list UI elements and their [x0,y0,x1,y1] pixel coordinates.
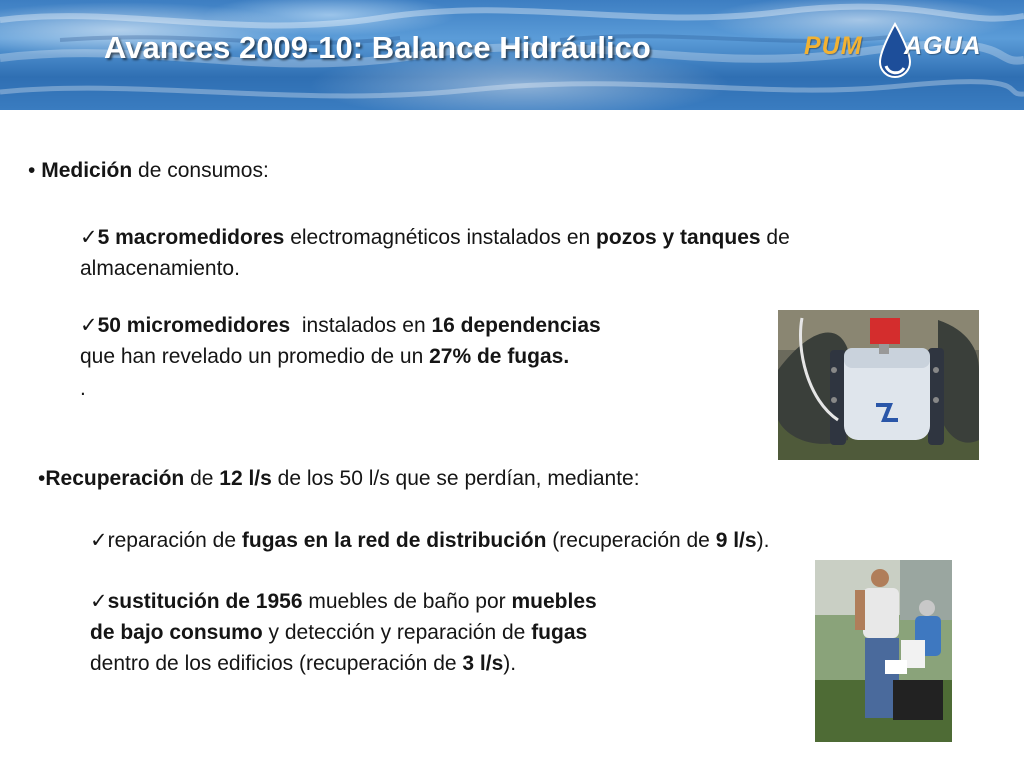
micromedidores-item-line2 [80,342,569,372]
text: ). [503,652,517,675]
micromedidores-item-line3: . [80,377,86,400]
text-bold: 3 l/s [462,652,504,675]
bullet-icon: • [38,467,46,490]
heading-bold: Medición [41,159,133,182]
text-bold: Recuperación [45,467,185,490]
checkmark-icon: ✓ [90,590,108,613]
flow-meter-photo [778,310,979,460]
checkmark-icon: ✓ [90,529,108,552]
bullet-icon: • [28,159,36,182]
pumagua-logo [800,18,1000,84]
text-bold: 9 l/s [715,529,757,552]
text: de [184,467,220,490]
section2-heading [38,464,640,494]
text: ). [756,529,770,552]
macromedidores-item-line2: almacenamiento. [80,257,240,280]
text-bold: fugas [531,621,588,644]
text: de los 50 l/s que se perdían, mediante: [271,467,640,490]
micromedidores-item-line1 [80,311,601,341]
macromedidores-item-line1 [80,223,790,253]
text: electromagnéticos instalados en [284,226,597,249]
text-bold: 5 macromedidores [97,226,285,249]
logo-text-puma: PUM [804,32,863,60]
text-bold: pozos y tanques [596,226,761,249]
text-bold: 16 dependencias [431,314,601,337]
header-banner [0,0,1024,110]
text-bold: de bajo consumo [90,621,263,644]
heading-rest: de consumos: [132,159,269,182]
text: y detección y reparación de [262,621,532,644]
text: muebles de baño por [302,590,512,613]
text-bold: 50 micromedidores [97,314,291,337]
text: reparación de [107,529,242,552]
slide-title: Avances 2009-10: Balance Hidráulico [104,30,651,65]
text: (recuperación de [546,529,716,552]
text: que han revelado un promedio de un [80,345,430,368]
sustitucion-item-line2 [90,618,587,648]
sustitucion-item-line1 [90,587,597,617]
text: dentro de los edificios (recuperación de [90,652,463,675]
text-bold: 27% de fugas. [429,345,570,368]
text-bold: 12 l/s [219,467,272,490]
text-bold: muebles [511,590,597,613]
text-bold: sustitución de 1956 [107,590,303,613]
text-bold: fugas en la red de distribución [241,529,547,552]
fugas-red-item [90,526,769,556]
text: instalados en [290,314,432,337]
checkmark-icon: ✓ [80,226,98,249]
logo-text-agua: AGUA [904,32,982,60]
checkmark-icon: ✓ [80,314,98,337]
text: de [760,226,790,249]
workers-inspecting-photo [815,560,952,742]
section1-heading [28,156,269,186]
sustitucion-item-line3 [90,649,516,679]
